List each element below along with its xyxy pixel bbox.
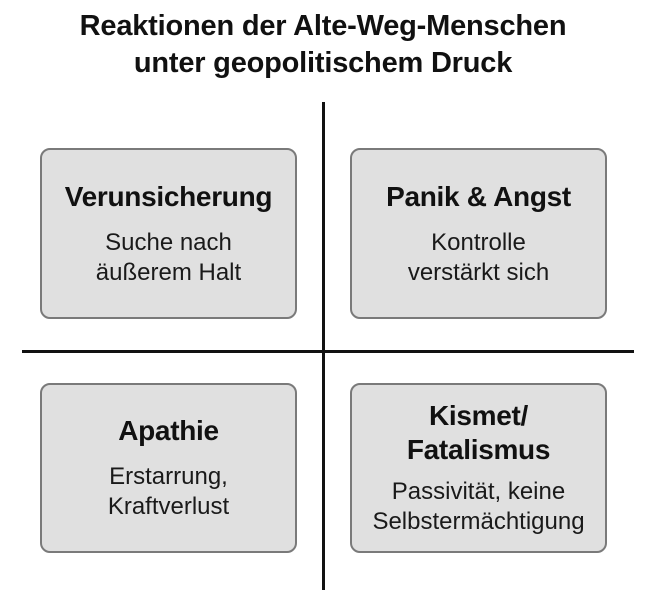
title-line-2: unter geopolitischem Druck: [133, 47, 513, 79]
quadrant-top-left-box: [40, 148, 297, 319]
quadrant-bottom-right-title-line-1: Kismet/: [428, 400, 529, 431]
quadrant-bottom-left-text-line-1: Erstarrung,: [109, 463, 228, 490]
quadrant-bottom-left-text-line-2: Kraftverlust: [107, 493, 230, 520]
quadrant-top-right-title: Panik & Angst: [386, 180, 571, 212]
quadrant-bottom-right-text-line-1: Passivität, keine: [391, 478, 566, 505]
quadrant-top-left-text-line-2: äußerem Halt: [95, 258, 242, 286]
quadrant-bottom-left-title: Apathie: [118, 415, 219, 446]
quadrant-top-right-box: [350, 148, 607, 319]
quadrant-bottom-right-text-line-2: Selbstermächtigung: [372, 508, 585, 535]
quadrant-bottom-right-box: [350, 383, 607, 553]
diagram-title: [0, 8, 646, 82]
horizontal-axis: [22, 350, 634, 353]
quadrant-bottom-right-title-line-2: Fatalismus: [406, 434, 551, 465]
quadrant-top-right-text-line-1: Kontrolle: [431, 228, 526, 256]
vertical-axis: [322, 102, 325, 590]
quadrant-top-right-text: [408, 228, 549, 288]
quadrant-bottom-left-text: [108, 462, 229, 522]
quadrant-bottom-left-box: [40, 383, 297, 553]
quadrant-bottom-right-title: [407, 399, 550, 467]
quadrant-top-left-title: Verunsicherung: [64, 180, 273, 212]
title-line-1: Reaktionen der Alte-Weg-Menschen: [79, 10, 567, 42]
quadrant-top-left-text-line-1: Suche nach: [105, 228, 232, 256]
quadrant-bottom-right-text: [372, 477, 584, 537]
quadrant-top-right-text-line-2: verstärkt sich: [407, 258, 550, 286]
quadrant-top-left-text: [96, 228, 241, 288]
